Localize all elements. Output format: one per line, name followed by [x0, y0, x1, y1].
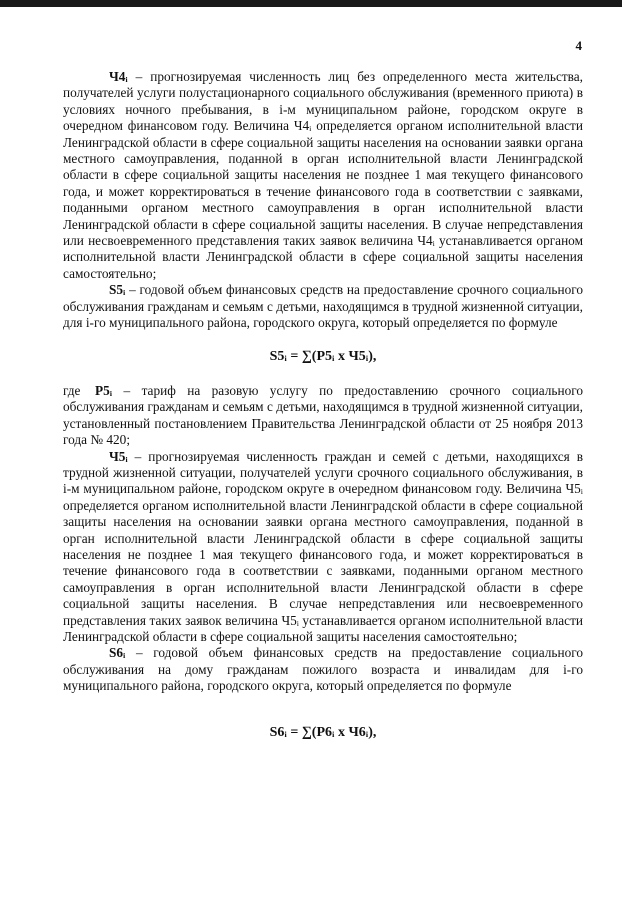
- term-ch4: Ч4ᵢ: [109, 69, 128, 84]
- paragraph-s6-text: – годовой объем финансовых средств на предоставление социального обслуживания на дому гражданам пожилого возраста и инвалидам для i-го муниципального района, городского округа, который определяется по формуле: [63, 645, 583, 694]
- where-label: где: [63, 382, 81, 398]
- document-body: [63, 69, 583, 759]
- formula-s6: S6ᵢ = ∑(P6ᵢ x Ч6ᵢ),: [269, 724, 377, 740]
- formula-s5: S5ᵢ = ∑(P5ᵢ x Ч5ᵢ),: [269, 348, 377, 364]
- paragraph-s5: [63, 282, 583, 331]
- scan-top-border: [0, 0, 622, 7]
- term-p5: P5ᵢ: [95, 382, 113, 398]
- term-s5: S5ᵢ: [109, 282, 126, 298]
- paragraph-p5: [63, 383, 583, 449]
- paragraph-s5-text: – годовой объем финансовых средств на предоставление срочного социального обслуживания гражданам и семьям с детьми, находящимся в трудной жизненной ситуации, для i-го муниципального района, городского округа, который определяется по формуле: [63, 282, 583, 331]
- term-ch5: Ч5ᵢ: [109, 448, 128, 464]
- paragraph-ch5: [63, 449, 583, 646]
- paragraph-s6: [63, 645, 583, 694]
- page-number: 4: [575, 38, 582, 53]
- paragraph-ch4-text: – прогнозируемая численность лиц без определенного места жительства, получателей услуги полустационарного социального обслуживания (временного приюта) в условиях ночного пребывания, в i-м муниципальном районе, городском округе в очередном финансовом году. Величина Ч4ᵢ определяется органом исполнительной власти Ленинградской области в сфере социальной защиты населения на основании заявки органа местного самоуправления, поданной в орган исполнительной власти Ленинградской области в сфере социальной защиты населения не позднее 1 мая текущего финансового года, и может корректироваться в течение финансового года в соответствии с заявками, поданными органом местного самоуправления в орган исполнительной власти Ленинградской области в сфере социальной защиты населения. В случае непредставления или несвоевременного представления таких заявок величина Ч4ᵢ устанавливается органом исполнительной власти Ленинградской области в сфере социальной защиты населения самостоятельно;: [63, 69, 583, 281]
- paragraph-ch5-text: – прогнозируемая численность граждан и семей с детьми, находящихся в трудной жизненной ситуации, получателей услуги срочного социального обслуживания, в i-м муниципальном районе, городском округе в очередном финансовом году. Величина Ч5ᵢ определяется органом исполнительной власти Ленинградской области в сфере социальной защиты населения на основании заявки органа местного самоуправления, поданной в орган исполнительной власти Ленинградской области в сфере социальной защиты населения не позднее 1 мая текущего финансового года, и может корректироваться в течение финансового года в соответствии с заявками, поданными органом местного самоуправления в орган исполнительной власти Ленинградской области в сфере социальной защиты населения. В случае непредставления или несвоевременного представления таких заявок величина Ч5ᵢ устанавливается органом исполнительной власти Ленинградской области в сфере социальной защиты населения самостоятельно;: [63, 448, 583, 644]
- paragraph-p5-text: – тариф на разовую услугу по предоставлению срочного социального обслуживания гражданам и семьям с детьми, находящимся в трудной жизненной ситуации, установленный постановлением Правительства Ленинградской области от 25 ноября 2013 года № 420;: [63, 382, 583, 448]
- term-s6: S6ᵢ: [109, 645, 126, 661]
- paragraph-ch4: [63, 69, 583, 282]
